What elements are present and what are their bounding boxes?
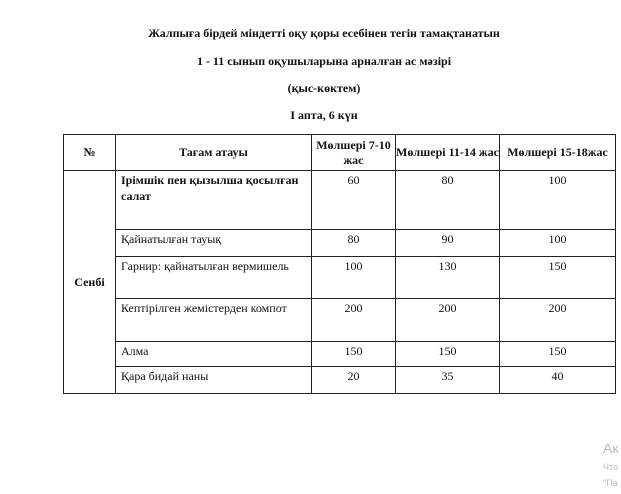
portion-7-10: 80 (312, 230, 396, 257)
document-week-day: І апта, 6 күн (290, 108, 358, 122)
portion-15-18: 100 (500, 171, 616, 230)
table-row (64, 171, 616, 230)
dish-name: Қайнатылған тауық (116, 230, 312, 257)
portion-11-14: 130 (396, 257, 500, 299)
table-row (64, 230, 616, 257)
portion-15-18: 150 (500, 342, 616, 367)
portion-15-18: 150 (500, 257, 616, 299)
dish-name: Кептірілген жемістерден компот (116, 299, 312, 342)
portion-11-14: 35 (396, 367, 500, 394)
header-number: № (64, 135, 116, 171)
dish-name: Гарнир: қайнатылған вермишель (116, 257, 312, 299)
portion-7-10: 60 (312, 171, 396, 230)
portion-7-10: 100 (312, 257, 396, 299)
header-dish-name: Тағам атауы (116, 135, 312, 171)
header-portion-15-18: Мөлшері 15-18жас (500, 135, 616, 171)
header-portion-7-10: Мөлшері 7-10 жас (312, 135, 396, 171)
activation-watermark-text: "Па (603, 478, 618, 488)
document-title-line-2: 1 - 11 сынып оқушыларына арналған ас мәзірі (196, 54, 452, 68)
portion-11-14: 80 (396, 171, 500, 230)
portion-15-18: 200 (500, 299, 616, 342)
document-season: (қыс-көктем) (287, 81, 361, 95)
table-header-row (64, 135, 616, 171)
day-label: Сенбі (64, 171, 116, 394)
header-portion-11-14: Мөлшері 11-14 жас (396, 135, 500, 171)
portion-11-14: 150 (396, 342, 500, 367)
table-row (64, 367, 616, 394)
table-row (64, 299, 616, 342)
menu-table (63, 134, 616, 394)
portion-11-14: 200 (396, 299, 500, 342)
dish-name: Алма (116, 342, 312, 367)
activation-watermark-text: Что (603, 462, 619, 472)
portion-7-10: 200 (312, 299, 396, 342)
table-row (64, 257, 616, 299)
document-title-line-1: Жалпыға бірдей міндетті оқу қоры есебінен тегін тамақтанатын (148, 26, 500, 40)
portion-7-10: 150 (312, 342, 396, 367)
table-row (64, 342, 616, 367)
portion-15-18: 40 (500, 367, 616, 394)
activation-watermark-title: Ак (603, 440, 619, 456)
portion-7-10: 20 (312, 367, 396, 394)
portion-11-14: 90 (396, 230, 500, 257)
dish-name: Ірімшік пен қызылша қосылған салат (116, 171, 312, 230)
dish-name: Қара бидай наны (116, 367, 312, 394)
portion-15-18: 100 (500, 230, 616, 257)
